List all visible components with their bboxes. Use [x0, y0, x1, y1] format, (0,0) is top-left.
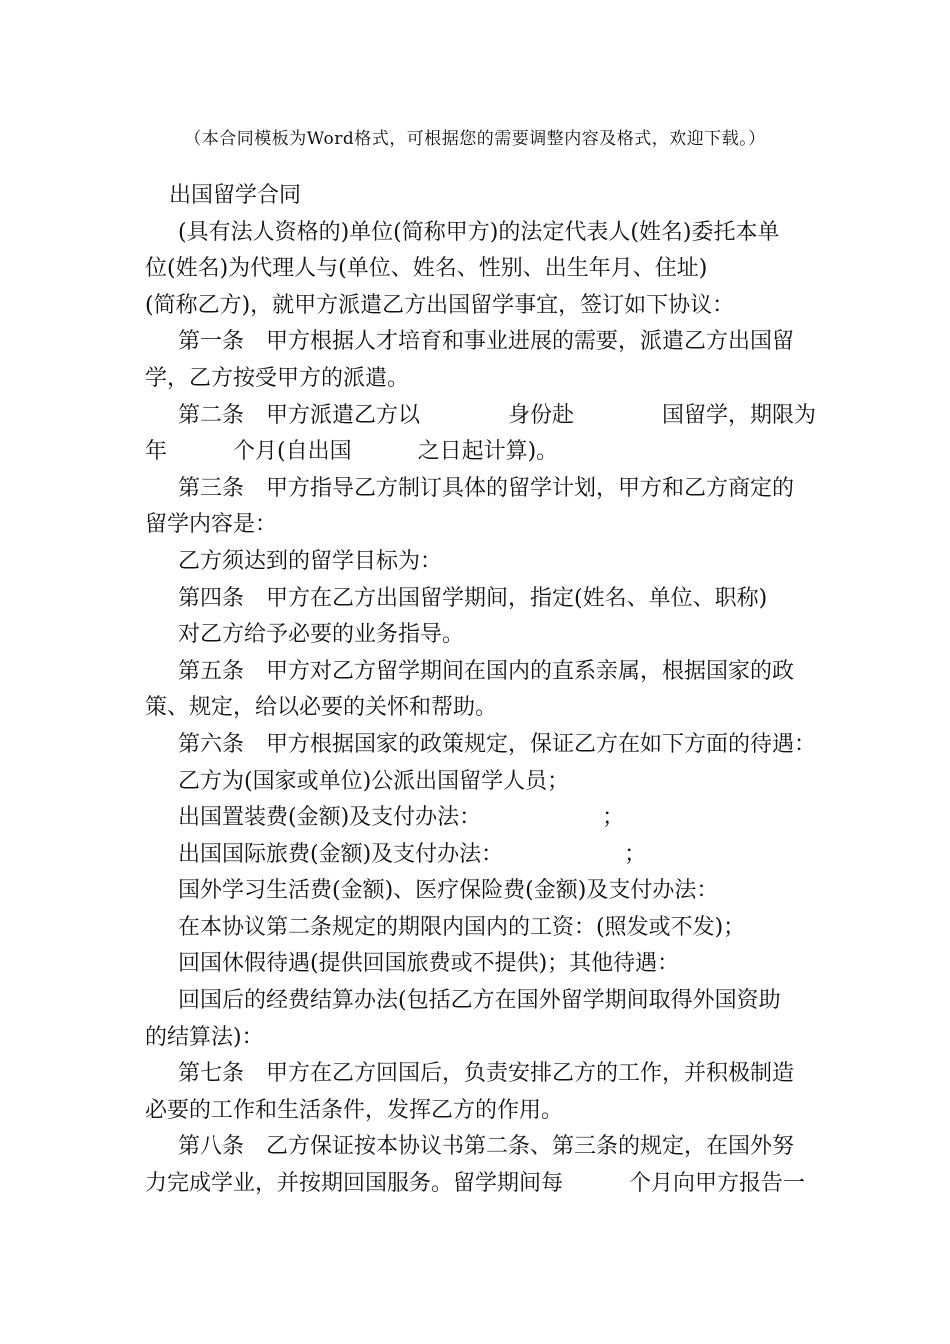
- contract-line: 必要的工作和生活条件，发挥乙方的作用。: [145, 1097, 564, 1123]
- contract-line: 力完成学业，并按期回国服务。留学期间每 个月向甲方报告一: [145, 1171, 806, 1197]
- contract-line: 回国休假待遇(提供回国旅费或不提供)；其他待遇：: [178, 951, 680, 977]
- contract-line: 出国置装费(金额)及支付办法： ；: [178, 805, 625, 831]
- contract-line: 回国后的经费结算办法(包括乙方在国外留学期间取得外国资助: [178, 988, 781, 1014]
- contract-line: (简称乙方)，就甲方派遣乙方出国留学事宜，签订如下协议：: [145, 292, 735, 318]
- contract-line: (具有法人资格的)单位(简称甲方)的法定代表人(姓名)委托本单: [178, 219, 780, 245]
- contract-line: 国外学习生活费(金额)、医疗保险费(金额)及支付办法：: [178, 878, 719, 904]
- contract-line: 第一条 甲方根据人才培育和事业进展的需要，派遣乙方出国留: [178, 329, 795, 355]
- contract-line: 第七条 甲方在乙方回国后，负责安排乙方的工作，并积极制造: [178, 1061, 795, 1087]
- contract-line: 的结算法)：: [145, 1024, 264, 1050]
- contract-title: 出国留学合同: [169, 183, 302, 208]
- template-note: （本合同模板为Word格式，可根据您的需要调整内容及格式，欢迎下载。）: [184, 129, 766, 149]
- contract-line: 在本协议第二条规定的期限内国内的工资：(照发或不发)；: [178, 914, 746, 940]
- contract-line: 第五条 甲方对乙方留学期间在国内的直系亲属，根据国家的政: [178, 658, 795, 684]
- contract-line: 出国国际旅费(金额)及支付办法： ；: [178, 841, 647, 867]
- contract-line: 第六条 甲方根据国家的政策规定，保证乙方在如下方面的待遇：: [178, 731, 817, 757]
- contract-line: 乙方为(国家或单位)公派出国留学人员；: [178, 768, 570, 794]
- contract-line: 留学内容是：: [145, 512, 278, 538]
- contract-line: 对乙方给予必要的业务指导。: [178, 622, 465, 648]
- contract-line: 年 个月(自出国 之日起计算)。: [145, 439, 559, 465]
- contract-line: 位(姓名)为代理人与(单位、姓名、性别、出生年月、住址): [145, 256, 708, 282]
- contract-line: 第二条 甲方派遣乙方以 身份赴 国留学，期限为: [178, 402, 817, 428]
- contract-line: 学，乙方按受甲方的派遣。: [145, 365, 410, 391]
- contract-line: 策、规定，给以必要的关怀和帮助。: [145, 695, 498, 721]
- contract-line: 第八条 乙方保证按本协议书第二条、第三条的规定，在国外努: [178, 1134, 795, 1160]
- contract-line: 乙方须达到的留学目标为：: [178, 548, 443, 574]
- contract-line: 第四条 甲方在乙方出国留学期间，指定(姓名、单位、职称): [178, 585, 768, 611]
- contract-body: [145, 178, 825, 1203]
- contract-line: 第三条 甲方指导乙方制订具体的留学计划，甲方和乙方商定的: [178, 475, 795, 501]
